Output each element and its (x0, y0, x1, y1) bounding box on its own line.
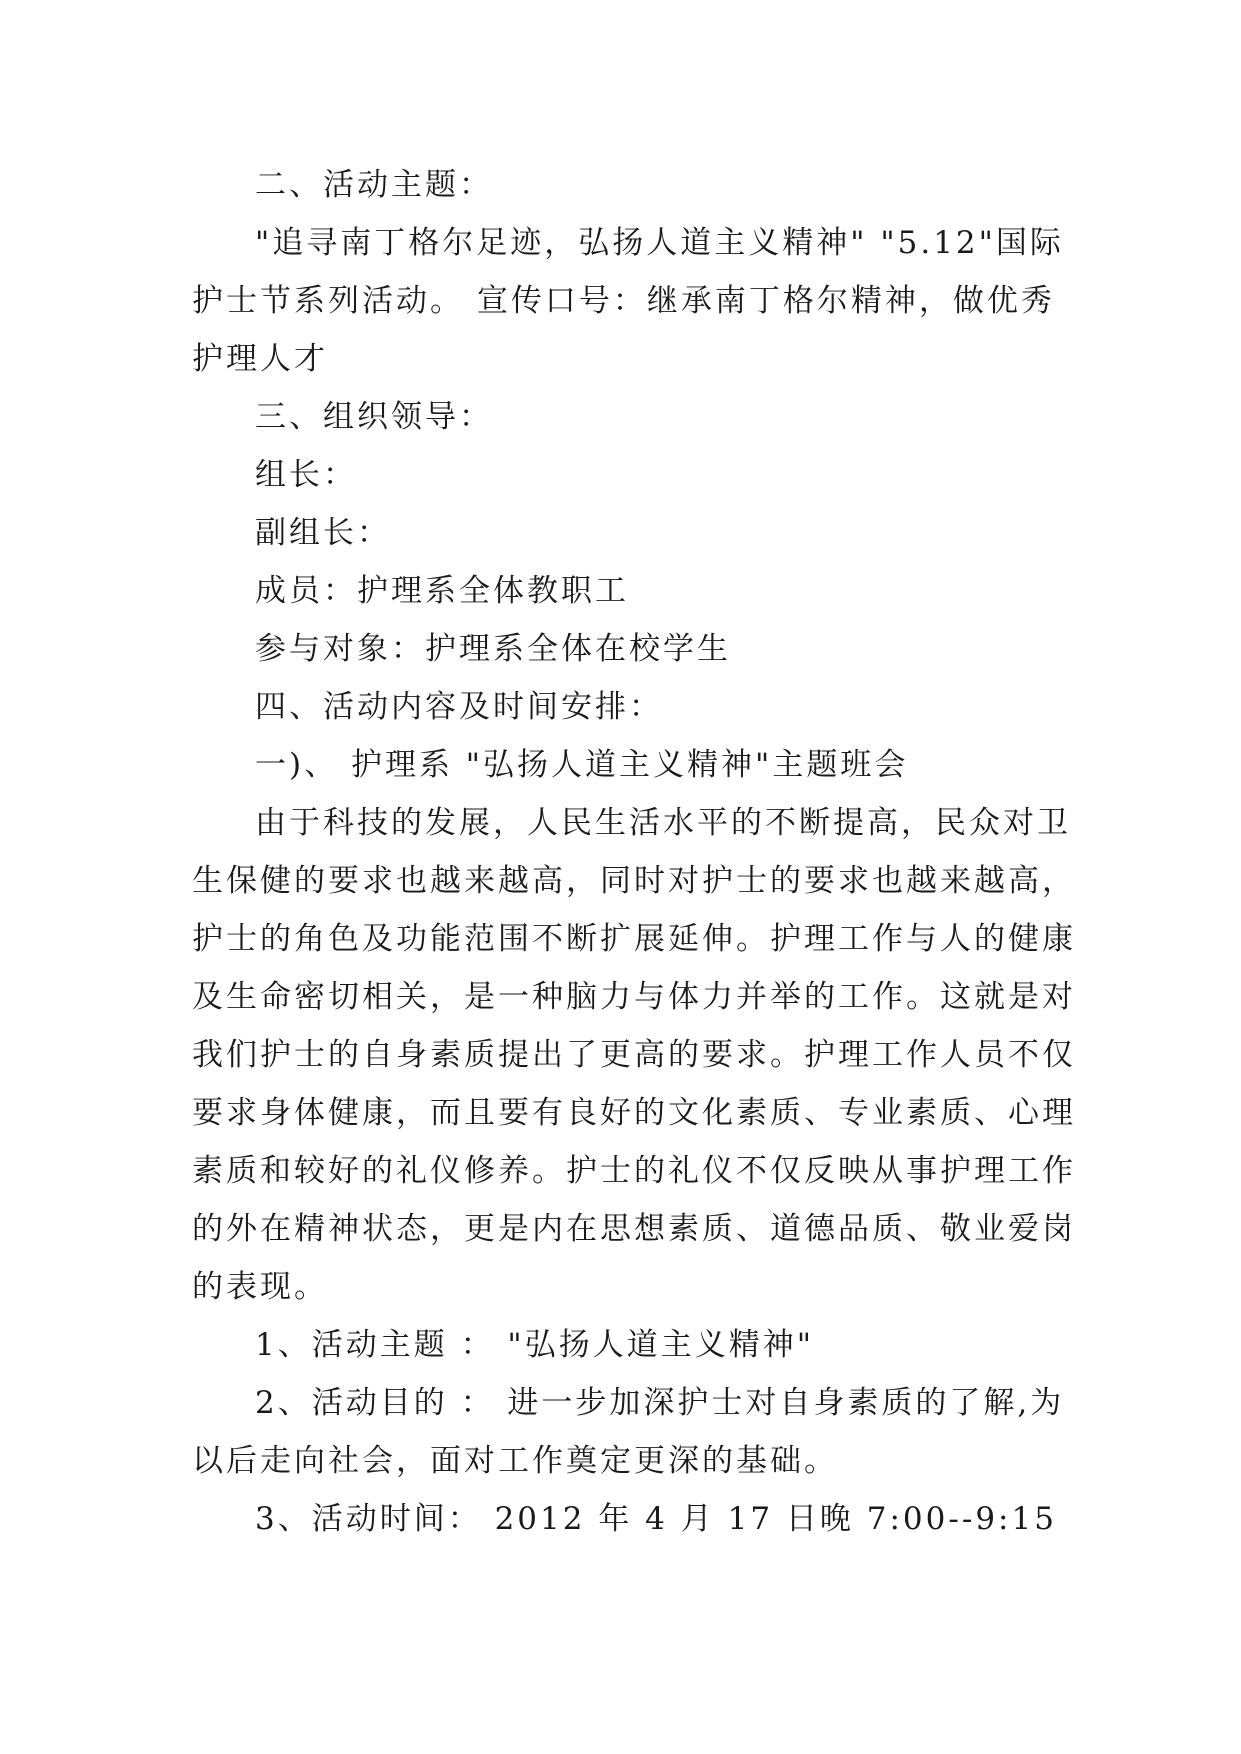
list-item-theme: 1、活动主题 ： "弘扬人道主义精神" (255, 1327, 814, 1363)
paragraph-line: 要求身体健康，而且要有良好的文化素质、专业素质、心理 (192, 1095, 1076, 1131)
paragraph-line: 的表现。 (192, 1269, 328, 1305)
paragraph-line: 及生命密切相关，是一种脑力与体力并举的工作。这就是对 (192, 979, 1076, 1015)
paragraph-line: 组长： (255, 457, 357, 493)
paragraph-line: 我们护士的自身素质提出了更高的要求。护理工作人员不仅 (192, 1037, 1076, 1073)
subheading-class-meeting: 一)、 护理系 "弘扬人道主义精神"主题班会 (255, 747, 909, 783)
paragraph-line: "追寻南丁格尔足迹，弘扬人道主义精神" "5.12"国际 (255, 225, 1064, 261)
paragraph-line: 护士节系列活动。 宣传口号：继承南丁格尔精神，做优秀 (192, 283, 1055, 319)
heading-organization: 三、组织领导： (255, 399, 493, 435)
paragraph-line: 成员：护理系全体教职工 (255, 573, 629, 609)
paragraph-line: 以后走向社会，面对工作奠定更深的基础。 (192, 1443, 838, 1479)
list-item-purpose: 2、活动目的 ： 进一步加深护士对自身素质的了解,为 (255, 1385, 1065, 1421)
heading-schedule: 四、活动内容及时间安排： (255, 689, 663, 725)
paragraph-line: 副组长： (255, 515, 391, 551)
paragraph-line: 的外在精神状态，更是内在思想素质、道德品质、敬业爱岗 (192, 1211, 1076, 1247)
paragraph-line: 由于科技的发展，人民生活水平的不断提高，民众对卫 (255, 805, 1071, 841)
paragraph-line: 参与对象：护理系全体在校学生 (255, 631, 731, 667)
paragraph-line: 护理人才 (192, 341, 328, 377)
paragraph-line: 素质和较好的礼仪修养。护士的礼仪不仅反映从事护理工作 (192, 1153, 1076, 1189)
paragraph-line: 护士的角色及功能范围不断扩展延伸。护理工作与人的健康 (192, 921, 1076, 957)
list-item-time: 3、活动时间： 2012 年 4 月 17 日晚 7:00--9:15 (255, 1501, 1057, 1537)
heading-activity-theme: 二、活动主题： (255, 167, 493, 203)
paragraph-line: 生保健的要求也越来越高，同时对护士的要求也越来越高， (192, 863, 1076, 899)
